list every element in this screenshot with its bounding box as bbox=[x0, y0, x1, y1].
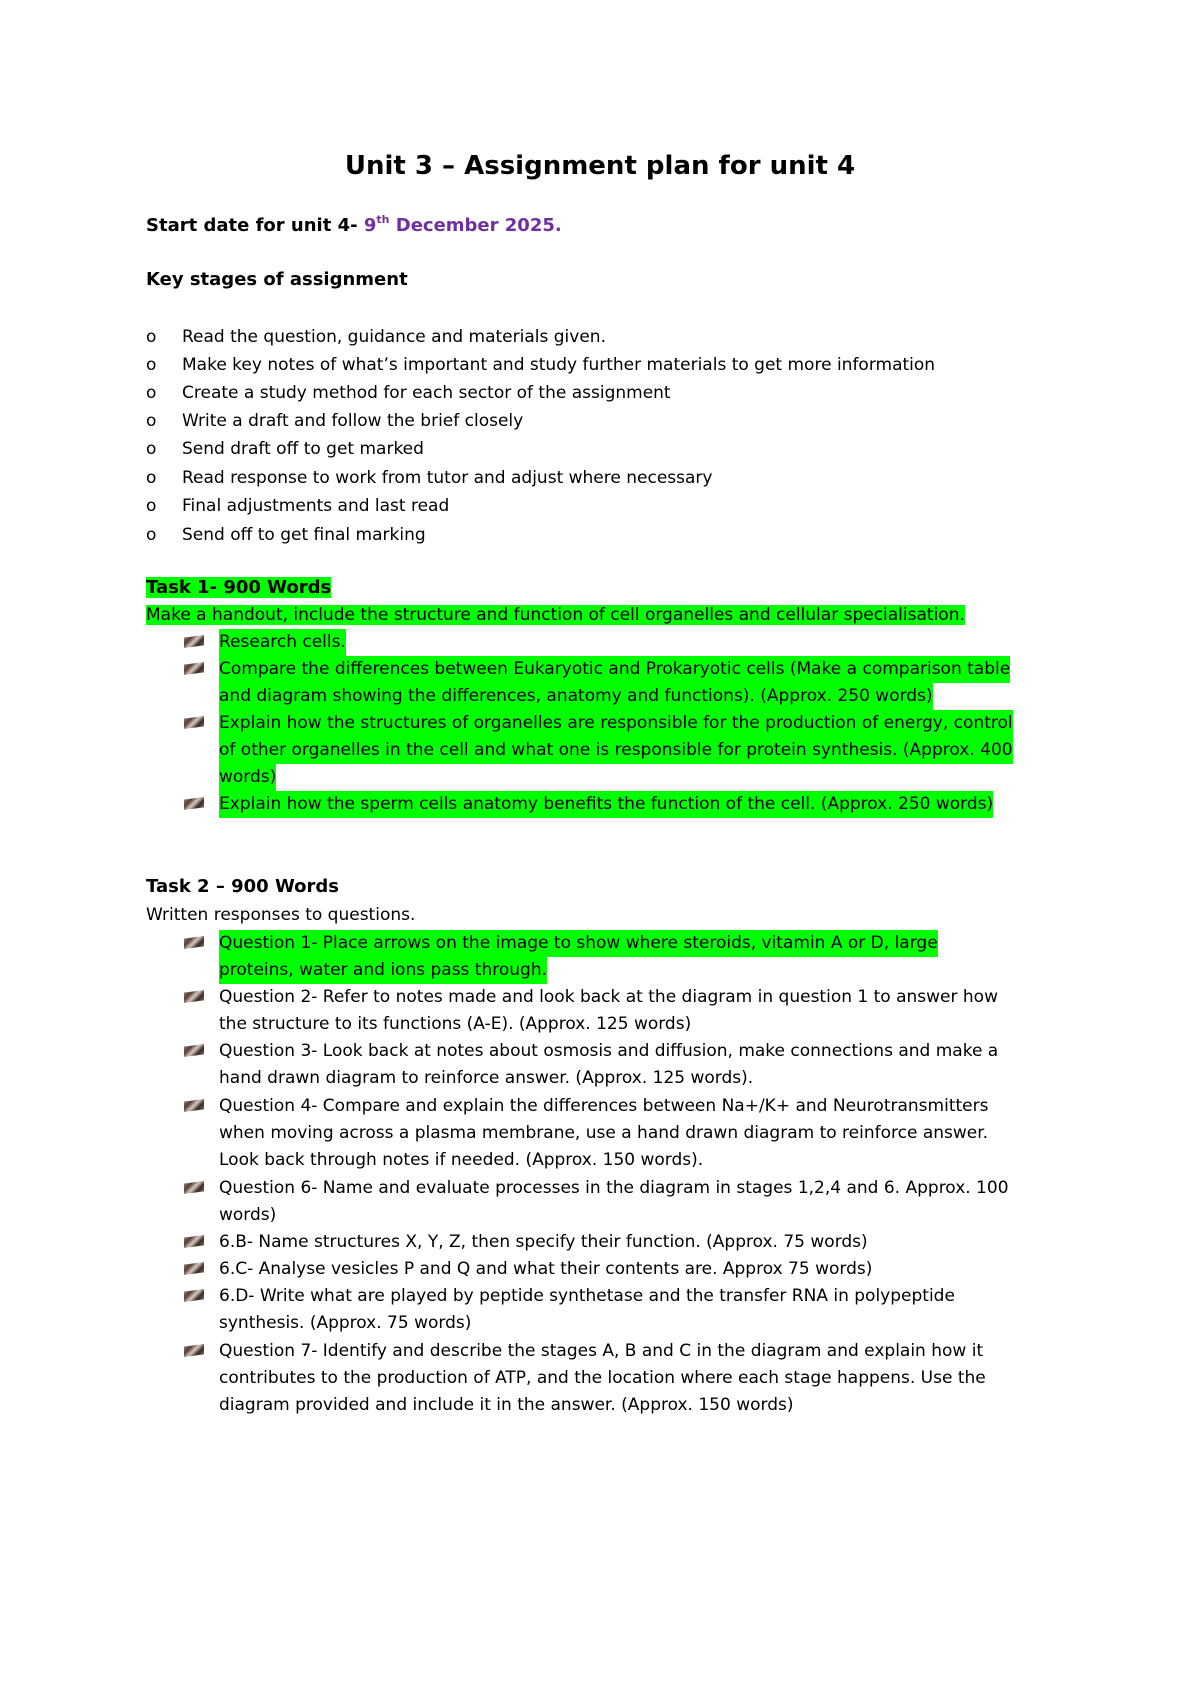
bullet-text: 6.B- Name structures X, Y, Z, then specify their function. (Approx. 75 words) bbox=[219, 1232, 868, 1252]
key-stage-item bbox=[146, 437, 424, 461]
start-date-month-year: December 2025. bbox=[389, 215, 562, 236]
bullet-image-icon bbox=[184, 1262, 204, 1275]
task1-bullet bbox=[184, 656, 1084, 710]
list-marker: o bbox=[146, 411, 157, 431]
task1-bullet bbox=[184, 791, 1084, 818]
task1-heading-text: Task 1- 900 Words bbox=[146, 577, 332, 598]
document-title: Unit 3 – Assignment plan for unit 4 bbox=[344, 151, 856, 181]
bullet-text: Question 7- Identify and describe the stages A, B and C in the diagram and explain how it bbox=[219, 1341, 984, 1361]
key-stage-text: Make key notes of what’s important and study further materials to get more information bbox=[182, 355, 936, 375]
bullet-text: Explain how the structures of organelles are responsible for the production of energy, control bbox=[219, 710, 1013, 737]
key-stage-text: Send off to get final marking bbox=[182, 525, 426, 545]
list-marker: o bbox=[146, 355, 157, 375]
bullet-text: Explain how the sperm cells anatomy benefits the function of the cell. (Approx. 250 words) bbox=[219, 791, 993, 818]
bullet-text: Question 3- Look back at notes about osmosis and diffusion, make connections and make a bbox=[219, 1041, 999, 1061]
list-marker: o bbox=[146, 496, 157, 516]
bullet-image-icon bbox=[184, 1235, 204, 1248]
key-stage-text: Read response to work from tutor and adjust where necessary bbox=[182, 468, 713, 488]
start-date-suffix: th bbox=[376, 213, 390, 226]
bullet-image-icon bbox=[184, 635, 204, 648]
key-stage-text: Send draft off to get marked bbox=[182, 439, 424, 459]
bullet-text: Question 2- Refer to notes made and look back at the diagram in question 1 to answer how bbox=[219, 987, 998, 1007]
bullet-text: when moving across a plasma membrane, use a hand drawn diagram to reinforce answer. bbox=[219, 1123, 989, 1143]
key-stage-text: Final adjustments and last read bbox=[182, 496, 450, 516]
bullet-image-icon bbox=[184, 1344, 204, 1357]
bullet-image-icon bbox=[184, 1099, 204, 1112]
task1-heading bbox=[146, 576, 331, 600]
task2-bullet bbox=[184, 1093, 1084, 1174]
task2-bullet bbox=[184, 984, 1084, 1038]
start-date-value bbox=[364, 215, 562, 236]
bullet-text: the structure to its functions (A-E). (Approx. 125 words) bbox=[219, 1014, 692, 1034]
key-stage-item bbox=[146, 353, 935, 377]
bullet-text: Compare the differences between Eukaryotic and Prokaryotic cells (Make a comparison table bbox=[219, 656, 1010, 683]
bullet-image-icon bbox=[184, 1289, 204, 1302]
key-stage-item bbox=[146, 381, 671, 405]
list-marker: o bbox=[146, 468, 157, 488]
bullet-text: proteins, water and ions pass through. bbox=[219, 957, 547, 984]
bullet-text: 6.D- Write what are played by peptide synthetase and the transfer RNA in polypeptide bbox=[219, 1286, 955, 1306]
bullet-text: words) bbox=[219, 764, 276, 791]
key-stage-item bbox=[146, 494, 449, 518]
bullet-image-icon bbox=[184, 1181, 204, 1194]
task2-bullet bbox=[184, 1175, 1084, 1229]
bullet-image-icon bbox=[184, 716, 204, 729]
start-date-day: 9 bbox=[363, 215, 377, 236]
bullet-text: words) bbox=[219, 1205, 277, 1225]
key-stage-item bbox=[146, 409, 523, 433]
task2-bullet bbox=[184, 1038, 1084, 1092]
bullet-text: Question 1- Place arrows on the image to show where steroids, vitamin A or D, large bbox=[219, 930, 938, 957]
bullet-text: synthesis. (Approx. 75 words) bbox=[219, 1313, 472, 1333]
bullet-text: Question 6- Name and evaluate processes in the diagram in stages 1,2,4 and 6. Approx. 100 bbox=[219, 1178, 1009, 1198]
bullet-text: of other organelles in the cell and what one is responsible for protein synthesis. (Approx. 400 bbox=[219, 737, 1013, 764]
task1-bullet bbox=[184, 629, 1084, 656]
list-marker: o bbox=[146, 327, 157, 347]
bullet-image-icon bbox=[184, 936, 204, 949]
list-marker: o bbox=[146, 383, 157, 403]
key-stage-item bbox=[146, 523, 426, 547]
task2-bullet bbox=[184, 1283, 1084, 1337]
task2-bullet bbox=[184, 930, 1084, 984]
bullet-text: diagram provided and include it in the answer. (Approx. 150 words) bbox=[219, 1395, 794, 1415]
list-marker: o bbox=[146, 439, 157, 459]
key-stages-heading: Key stages of assignment bbox=[146, 269, 408, 290]
start-date-label: Start date for unit 4- bbox=[146, 215, 364, 236]
key-stage-text: Read the question, guidance and materials given. bbox=[182, 327, 606, 347]
task1-bullet bbox=[184, 710, 1084, 791]
task1-intro-text: Make a handout, include the structure and function of cell organelles and cellular specialisation. bbox=[146, 605, 965, 625]
bullet-text: 6.C- Analyse vesicles P and Q and what their contents are. Approx 75 words) bbox=[219, 1259, 873, 1279]
bullet-text: Research cells. bbox=[219, 629, 346, 656]
bullet-image-icon bbox=[184, 990, 204, 1003]
key-stage-item bbox=[146, 325, 606, 349]
task1-intro bbox=[146, 603, 965, 627]
key-stage-text: Create a study method for each sector of the assignment bbox=[182, 383, 671, 403]
bullet-text: hand drawn diagram to reinforce answer. (Approx. 125 words). bbox=[219, 1068, 754, 1088]
list-marker: o bbox=[146, 525, 157, 545]
bullet-text: contributes to the production of ATP, and the location where each stage happens. Use the bbox=[219, 1368, 986, 1388]
start-date-line bbox=[146, 214, 562, 238]
task2-intro: Written responses to questions. bbox=[146, 905, 416, 925]
bullet-image-icon bbox=[184, 662, 204, 675]
key-stage-item bbox=[146, 466, 712, 490]
bullet-image-icon bbox=[184, 797, 204, 810]
bullet-text: Look back through notes if needed. (Approx. 150 words). bbox=[219, 1150, 704, 1170]
task2-bullet bbox=[184, 1256, 1084, 1283]
bullet-image-icon bbox=[184, 1044, 204, 1057]
bullet-text: Question 4- Compare and explain the differences between Na+/K+ and Neurotransmitters bbox=[219, 1096, 989, 1116]
task2-heading: Task 2 – 900 Words bbox=[146, 876, 340, 897]
task2-bullet bbox=[184, 1229, 1084, 1256]
bullet-text: and diagram showing the differences, anatomy and functions). (Approx. 250 words) bbox=[219, 683, 933, 710]
key-stage-text: Write a draft and follow the brief closely bbox=[182, 411, 524, 431]
task2-bullet bbox=[184, 1338, 1084, 1419]
